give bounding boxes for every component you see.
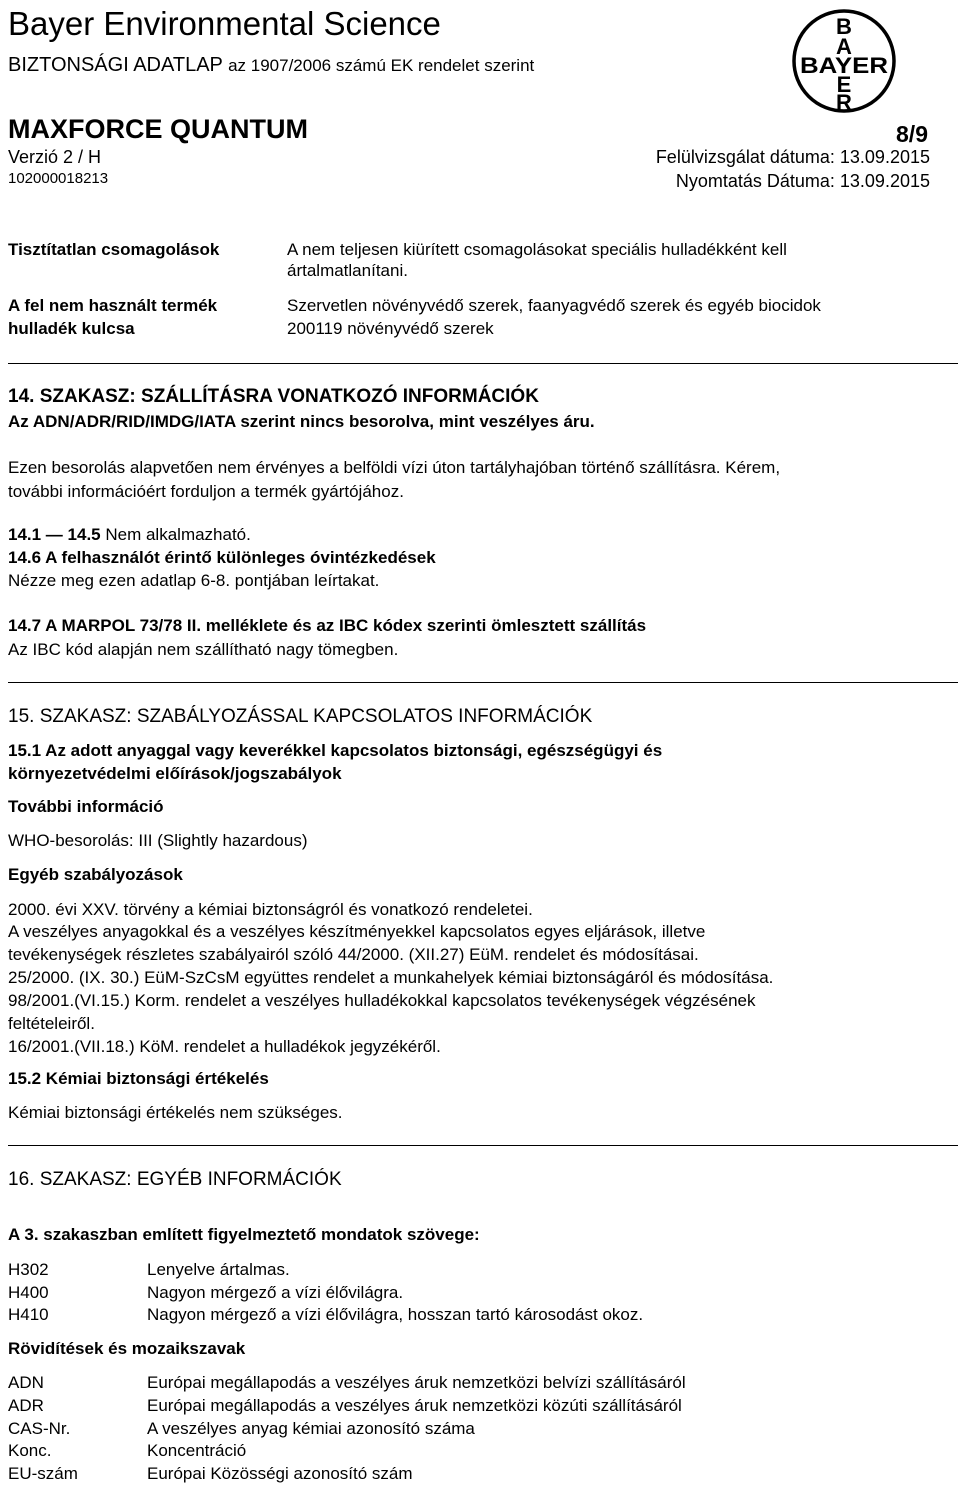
print-date: Nyomtatás Dátuma: 13.09.2015 [675, 171, 930, 191]
h-statement-text: Nagyon mérgező a vízi élővilágra, hosszan tartó károsodást okoz. [147, 1305, 644, 1324]
abbreviation-term: EU-szám [8, 1464, 78, 1483]
disposal-text-packaging-line2: ártalmatlanítani. [287, 261, 408, 280]
abbreviation-term: CAS-Nr. [8, 1419, 71, 1438]
logo-letter-b: B [836, 14, 852, 39]
section-14-1-5 [8, 523, 251, 546]
logo-word-bayer: BAYER [800, 53, 889, 78]
abbreviation-definition: Európai Közösségi azonosító szám [147, 1464, 413, 1483]
logo-letter-a: A [836, 34, 852, 59]
h-statement-text: Nagyon mérgező a vízi élővilágra. [147, 1283, 404, 1302]
section-divider [8, 682, 958, 683]
disposal-label-packaging: Tisztítatlan csomagolások [8, 240, 220, 259]
abbreviation-term: ADR [8, 1396, 44, 1415]
section-15-2-heading: 15.2 Kémiai biztonsági értékelés [8, 1069, 269, 1088]
abbreviation-definition: Európai megállapodás a veszélyes áruk nemzetközi belvízi szállításáról [147, 1373, 686, 1392]
abbreviation-term: ADN [8, 1373, 44, 1392]
regulation-line: 98/2001.(VI.15.) Korm. rendelet a veszélyes hulladékokkal kapcsolatos tevékenységek végzésének [8, 991, 756, 1010]
abbreviation-definition: Koncentráció [147, 1441, 247, 1460]
disposal-label-waste-key-line2: hulladék kulcsa [8, 319, 135, 338]
document-type-label: BIZTONSÁGI ADATLAP [8, 54, 223, 76]
section-15-1-heading-line1: 15.1 Az adott anyaggal vagy keverékkel kapcsolatos biztonsági, egészségügyi és [8, 741, 663, 760]
regulation-line: 16/2001.(VII.18.) KöM. rendelet a hulladékok jegyzékéről. [8, 1037, 441, 1056]
other-regulations-label: Egyéb szabályozások [8, 865, 183, 884]
regulation-line: tevékenységek részletes szabályairól szóló 44/2000. (XII.27) EüM. rendelet és módosításai. [8, 945, 699, 964]
section-15-2-text: Kémiai biztonsági értékelés nem szükséges. [8, 1103, 343, 1122]
document-number: 102000018213 [8, 170, 109, 187]
page-number: 8/9 [896, 121, 928, 147]
regulation-line: 25/2000. (IX. 30.) EüM-SzCsM együttes rendelet a munkahelyek kémiai biztonságáról és módosítása. [8, 968, 774, 987]
disposal-label-waste-key-line1: A fel nem használt termék [8, 296, 218, 315]
version-label: Verzió 2 / H [8, 147, 102, 167]
section-14-6-text: Nézze meg ezen adatlap 6-8. pontjában leírtakat. [8, 571, 380, 590]
bayer-cross-logo [791, 8, 897, 114]
section-14-1-5-label: 14.1 — 14.5 [8, 525, 101, 544]
abbreviations-heading: Rövidítések és mozaikszavak [8, 1339, 246, 1358]
abbreviation-term: Konc. [8, 1441, 52, 1460]
section-14-7-heading: 14.7 A MARPOL 73/78 II. melléklete és az IBC kódex szerinti ömlesztett szállítás [8, 616, 647, 635]
disposal-text-waste-key-line2: 200119 növényvédő szerek [287, 319, 494, 338]
regulation-line: A veszélyes anyagokkal és a veszélyes készítményekkel kapcsolatos egyes eljárások, illetve [8, 922, 706, 941]
disposal-text-waste-key-line1: Szervetlen növényvédő szerek, faanyagvédő szerek és egyéb biocidok [287, 296, 821, 315]
logo-letter-e: E [836, 72, 852, 97]
section-divider [8, 1145, 958, 1146]
section-14-7-text: Az IBC kód alapján nem szállítható nagy tömegben. [8, 640, 399, 659]
h-statements-heading: A 3. szakaszban említett figyelmeztető mondatok szövege: [8, 1225, 480, 1244]
document-type [8, 52, 534, 79]
h-statement-code: H410 [8, 1305, 49, 1324]
section-15-1-heading-line2: környezetvédelmi előírások/jogszabályok [8, 764, 342, 783]
section-14-6-heading: 14.6 A felhasználót érintő különleges óvintézkedések [8, 548, 436, 567]
abbreviation-definition: A veszélyes anyag kémiai azonosító száma [147, 1419, 475, 1438]
product-name: MAXFORCE QUANTUM [8, 114, 308, 144]
section-14-subheading: Az ADN/ADR/RID/IMDG/IATA szerint nincs besorolva, mint veszélyes áru. [8, 412, 595, 431]
section-14-1-5-text: Nem alkalmazható. [105, 525, 251, 544]
section-15-heading: 15. SZAKASZ: SZABÁLYOZÁSSAL KAPCSOLATOS INFORMÁCIÓK [8, 706, 593, 727]
abbreviation-definition: Európai megállapodás a veszélyes áruk nemzetközi közúti szállításáról [147, 1396, 682, 1415]
logo-letter-r: R [836, 90, 852, 114]
revision-date: Felülvizsgálat dátuma: 13.09.2015 [655, 147, 930, 167]
section-16-heading: 16. SZAKASZ: EGYÉB INFORMÁCIÓK [8, 1169, 342, 1190]
section-14-note-line1: Ezen besorolás alapvetően nem érvényes a belföldi vízi úton tartályhajóban történő szállításra. Kérem, [8, 458, 781, 477]
h-statement-text: Lenyelve ártalmas. [147, 1260, 290, 1279]
regulation-line: 2000. évi XXV. törvény a kémiai biztonságról és vonatkozó rendeletei. [8, 900, 533, 919]
disposal-text-packaging-line1: A nem teljesen kiürített csomagolásokat speciális hulladékként kell [287, 240, 787, 259]
section-divider [8, 363, 958, 364]
section-14-heading: 14. SZAKASZ: SZÁLLÍTÁSRA VONATKOZÓ INFORMÁCIÓK [8, 386, 539, 407]
further-info-label: További információ [8, 797, 164, 816]
who-classification: WHO-besorolás: III (Slightly hazardous) [8, 831, 308, 850]
regulation-reference: az 1907/2006 számú EK rendelet szerint [228, 56, 535, 75]
company-name: Bayer Environmental Science [8, 5, 441, 42]
regulation-line: feltételeiről. [8, 1014, 95, 1033]
h-statement-code: H302 [8, 1260, 49, 1279]
h-statement-code: H400 [8, 1283, 49, 1302]
section-14-note-line2: további információért forduljon a termék gyártójához. [8, 482, 404, 501]
